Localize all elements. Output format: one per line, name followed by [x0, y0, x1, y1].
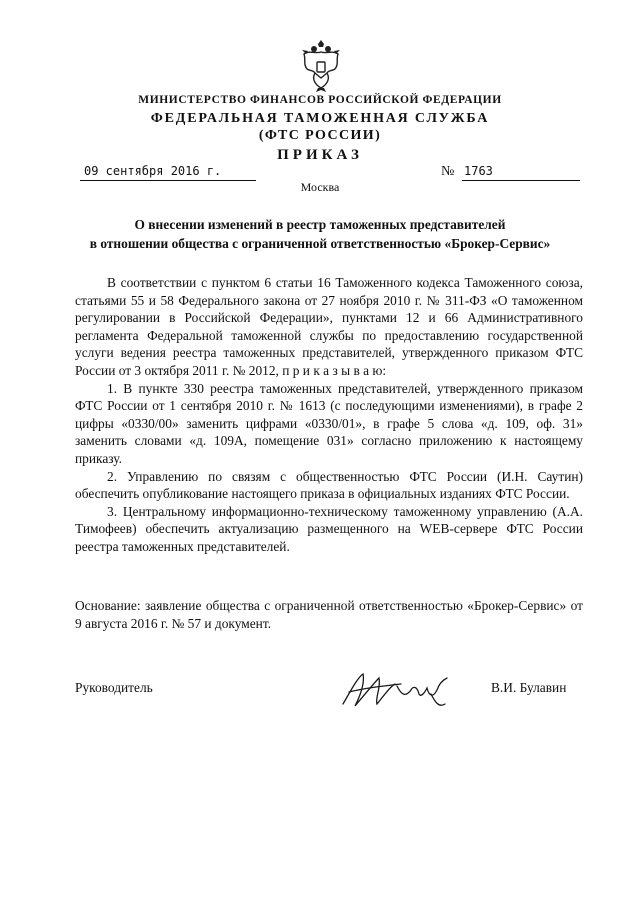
signer-position: Руководитель [75, 680, 153, 695]
handwritten-signature-icon [335, 664, 475, 712]
order-date: 09 сентября 2016 г. [80, 164, 256, 181]
basis-note: Основание: заявление общества с ограниченной ответственностью «Брокер-Сервис» от 9 августа 2016 г. № 57 и документ. [75, 598, 583, 631]
order-subject [60, 215, 580, 253]
order-body [75, 274, 583, 556]
order-item-1: 1. В пункте 330 реестра таможенных представителей, утвержденного приказом ФТС России от 1 сентября 2010 г. № 1613 (с последующими изменениями), в графе 2 цифры «0330/00» заменить цифрами «0330/01», в графе 5 слова «д. 109, оф. 31» заменить словами «д. 109А, помещение 031» согласно приложению к настоящему приказу. [75, 380, 583, 466]
order-item-3: 3. Центральному информационно-техническому таможенному управлению (А.А. Тимофеев) обеспечить актуализацию размещенного на WEB-сервере ФТС России реестра таможенных представителей. [75, 503, 583, 554]
preamble-paragraph: В соответствии с пунктом 6 статьи 16 Таможенного кодекса Таможенного союза, статьями 55 и 58 Федерального закона от 27 ноября 2010 г. № 311-ФЗ «О таможенном регулировании в Российской Федерации», пунктами 12 и 66 Административного регламента Федеральной таможенной службы по предоставлению государственной услуги ведения реестра таможенных представителей, утвержденного приказом ФТС России от 3 октября 2011 г. № 2012, п р и к а з ы в а ю: [75, 275, 583, 378]
order-number: 1763 [462, 164, 580, 181]
service-short-name: (ФТС РОССИИ) [258, 128, 382, 143]
subject-line: О внесении изменений в реестр таможенных представителей [134, 217, 506, 232]
double-headed-eagle-icon [298, 40, 344, 92]
order-number-label: № [441, 164, 455, 179]
document-type: ПРИКАЗ [277, 147, 363, 163]
service-name: ФЕДЕРАЛЬНАЯ ТАМОЖЕННАЯ СЛУЖБА [150, 111, 490, 126]
subject-line: в отношении общества с ограниченной ответственностью «Брокер-Сервис» [89, 236, 551, 251]
order-item-2: 2. Управлению по связям с общественностью ФТС России (И.Н. Саутин) обеспечить опубликование настоящего приказа в официальных изданиях ФТС России. [75, 468, 583, 502]
order-city: Москва [300, 180, 340, 194]
ministry-name: МИНИСТЕРСТВО ФИНАНСОВ РОССИЙСКОЙ ФЕДЕРАЦИИ [138, 94, 502, 106]
signer-name: В.И. Булавин [491, 680, 567, 695]
